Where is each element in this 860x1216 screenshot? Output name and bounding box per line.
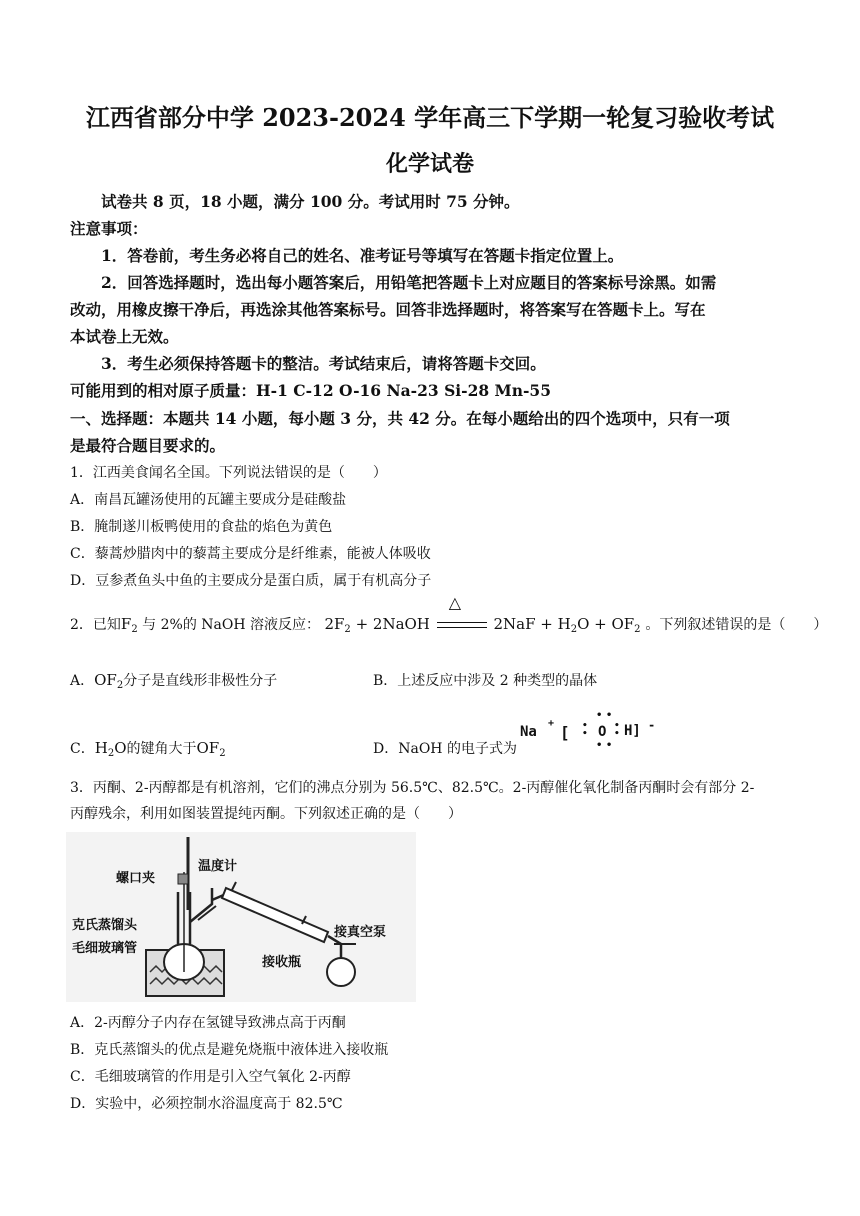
q3-stem-line-1: 3．丙酮、2-丙醇都是有机溶剂，它们的沸点分别为 56.5℃、82.5℃。2-丙醇催化氧化制备丙酮时会有部分 2-	[70, 780, 755, 796]
q1-option-c: C．藜蒿炒腊肉中的藜蒿主要成分是纤维素，能被人体吸收	[70, 546, 431, 562]
notice-heading: 注意事项：	[70, 219, 148, 238]
apparatus-drawing	[66, 832, 416, 1002]
atomic-masses: 可能用到的相对原子质量：H-1 C-12 O-16 Na-23 Si-28 Mn-55	[70, 381, 551, 400]
q2-stem: 2．已知$F_2$ 与 2%的 NaOH 溶液反应： $2F_2$ + 2NaOH △ $2NaF + H_2O + OF_2$ 。下列叙述错误的是（ ）	[70, 593, 828, 635]
notice-item-2-line-3: 本试卷上无效。	[70, 327, 179, 346]
naoh-electron-formula: Na + [ O H] - • • • • • • • •	[520, 710, 656, 751]
exam-title: 江西省部分中学 2023-2024 学年高三下学期一轮复习验收考试	[85, 103, 775, 132]
q1-option-a: A．南昌瓦罐汤使用的瓦罐主要成分是硅酸盐	[70, 492, 347, 508]
label-clamp: 螺口夹	[116, 871, 156, 886]
q3-option-b: B．克氏蒸馏头的优点是避免烧瓶中液体进入接收瓶	[70, 1042, 389, 1058]
q3-option-d: D．实验中，必须控制水浴温度高于 82.5℃	[70, 1096, 343, 1112]
label-capillary: 毛细玻璃管	[72, 941, 138, 956]
q1-option-d: D．豆参煮鱼头中鱼的主要成分是蛋白质，属于有机高分子	[70, 573, 432, 589]
q2-equation: $2F_2$ + 2NaOH △ $2NaF + H_2O + OF_2$	[324, 593, 641, 635]
exam-subtitle: 化学试卷	[385, 151, 474, 177]
q1-stem: 1．江西美食闻名全国。下列说法错误的是（ ）	[70, 465, 387, 481]
q2-option-b: B．上述反应中涉及 2 种类型的晶体	[373, 673, 598, 689]
notice-item-1: 1．答卷前，考生务必将自己的姓名、准考证号等填写在答题卡指定位置上。	[101, 246, 624, 265]
distillation-apparatus-figure	[66, 832, 416, 1002]
section-heading-line-1: 一、选择题：本题共 14 小题，每小题 3 分，共 42 分。在每小题给出的四个选项中，只有一项	[70, 409, 730, 428]
notice-item-3: 3．考生必须保持答题卡的整洁。考试结束后，请将答题卡交回。	[101, 354, 546, 373]
heat-triangle-icon: △	[448, 593, 461, 612]
q3-stem-line-2: 丙醇残余，利用如图装置提纯丙酮。下列叙述正确的是（ ）	[70, 806, 462, 822]
receiving-flask	[327, 958, 355, 986]
q1-option-b: B．腌制遂川板鸭使用的食盐的焰色为黄色	[70, 519, 333, 535]
label-claisen-head: 克氏蒸馏头	[72, 918, 138, 933]
q2-option-c: C．$H_2O$的键角大于$OF_2$	[70, 739, 226, 759]
q2-option-a: A．$OF_2$分子是直线形非极性分子	[70, 671, 278, 691]
q2-option-d: D．NaOH 的电子式为	[373, 741, 517, 757]
label-receiver: 接收瓶	[262, 955, 302, 970]
notice-item-2-line-2: 改动，用橡皮擦干净后，再选涂其他答案标号。回答非选择题时，将答案写在答题卡上。写在	[70, 300, 706, 319]
exam-summary: 试卷共 8 页，18 小题，满分 100 分。考试用时 75 分钟。	[101, 192, 520, 211]
label-vacuum: 接真空泵	[334, 925, 387, 940]
q3-option-c: C．毛细玻璃管的作用是引入空气氧化 2-丙醇	[70, 1069, 351, 1085]
section-heading-line-2: 是最符合题目要求的。	[70, 436, 226, 455]
label-thermometer: 温度计	[198, 859, 238, 874]
reaction-condition	[435, 593, 489, 633]
q3-option-a: A．2-丙醇分子内存在氢键导致沸点高于丙酮	[70, 1015, 346, 1031]
notice-item-2-line-1: 2．回答选择题时，选出每小题答案后，用铅笔把答题卡上对应题目的答案标号涂黑。如需	[101, 273, 717, 292]
